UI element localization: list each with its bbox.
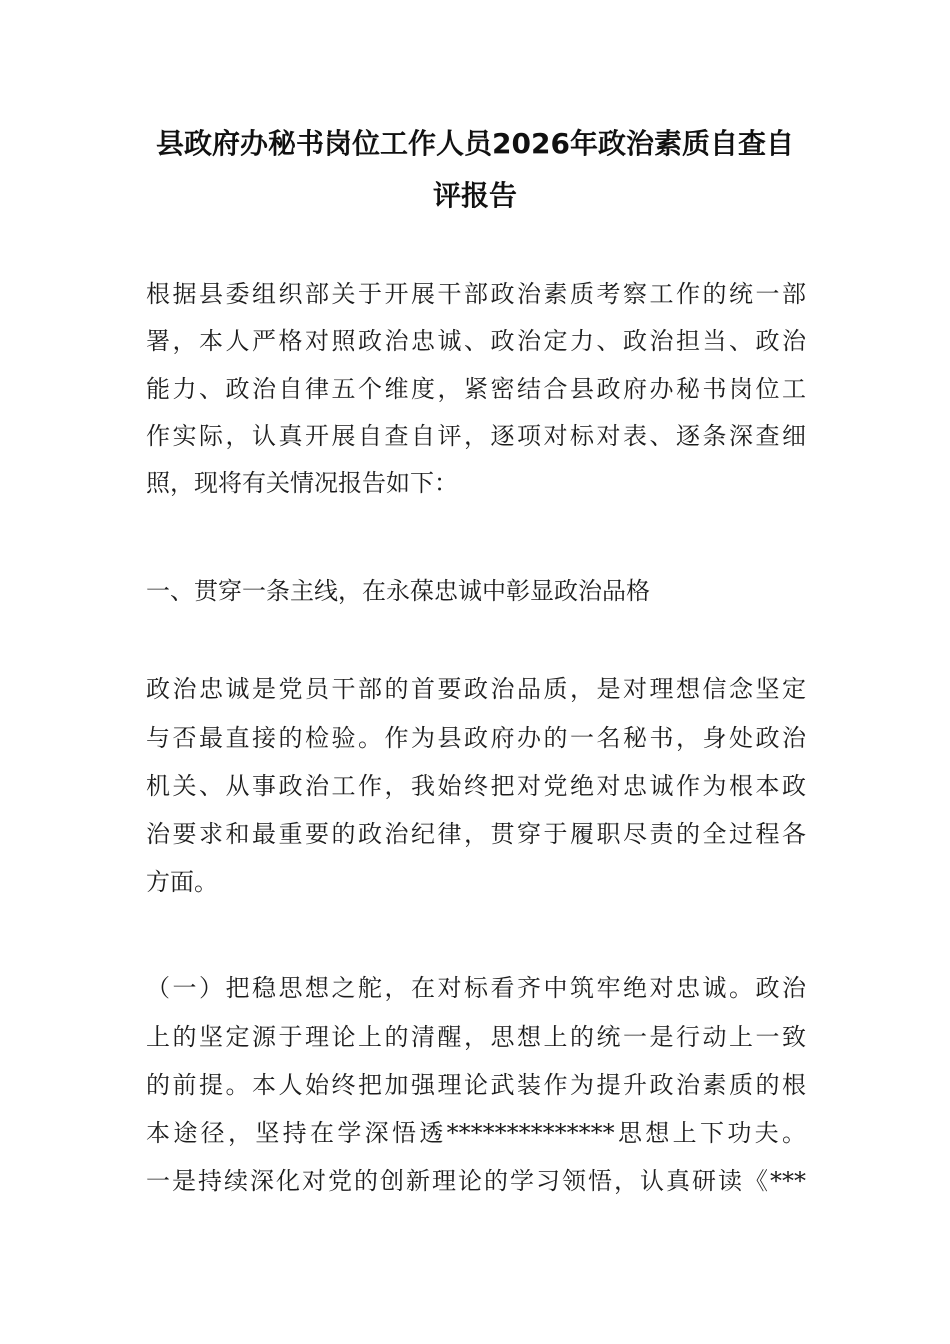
subsection-1-line-2: 上的坚定源于理论上的清醒，思想上的统一是行动上一致 <box>146 1023 806 1051</box>
section-1-line-5: 方面。 <box>146 868 218 896</box>
intro-line-5: 照，现将有关情况报告如下： <box>146 469 458 497</box>
section-1-line-4: 治要求和最重要的政治纪律，贯穿于履职尽责的全过程各 <box>146 820 806 848</box>
section-1-heading: 一、贯穿一条主线，在永葆忠诚中彰显政治品格 <box>146 577 650 605</box>
subsection-1-line-5: 一是持续深化对党的创新理论的学习领悟，认真研读《*** <box>146 1167 806 1195</box>
intro-line-1: 根据县委组织部关于开展干部政治素质考察工作的统一部 <box>146 280 806 308</box>
document-title-line-1: 县政府办秘书岗位工作人员2026年政治素质自查自 <box>156 127 794 160</box>
intro-line-3: 能力、政治自律五个维度，紧密结合县政府办秘书岗位工 <box>146 375 806 403</box>
subsection-1-line-4: 本途径，坚持在学深悟透**************思想上下功夫。 <box>146 1119 806 1147</box>
document-title-line-2: 评报告 <box>432 179 517 212</box>
section-1-line-3: 机关、从事政治工作，我始终把对党绝对忠诚作为根本政 <box>146 772 806 800</box>
intro-line-4: 作实际，认真开展自查自评，逐项对标对表、逐条深查细 <box>146 422 806 450</box>
subsection-1-line-1: （一）把稳思想之舵，在对标看齐中筑牢绝对忠诚。政治 <box>146 974 806 1002</box>
section-1-line-2: 与否最直接的检验。作为县政府办的一名秘书，身处政治 <box>146 724 806 752</box>
intro-line-2: 署，本人严格对照政治忠诚、政治定力、政治担当、政治 <box>146 327 806 355</box>
section-1-line-1: 政治忠诚是党员干部的首要政治品质，是对理想信念坚定 <box>146 675 806 703</box>
subsection-1-line-3: 的前提。本人始终把加强理论武装作为提升政治素质的根 <box>146 1071 806 1099</box>
